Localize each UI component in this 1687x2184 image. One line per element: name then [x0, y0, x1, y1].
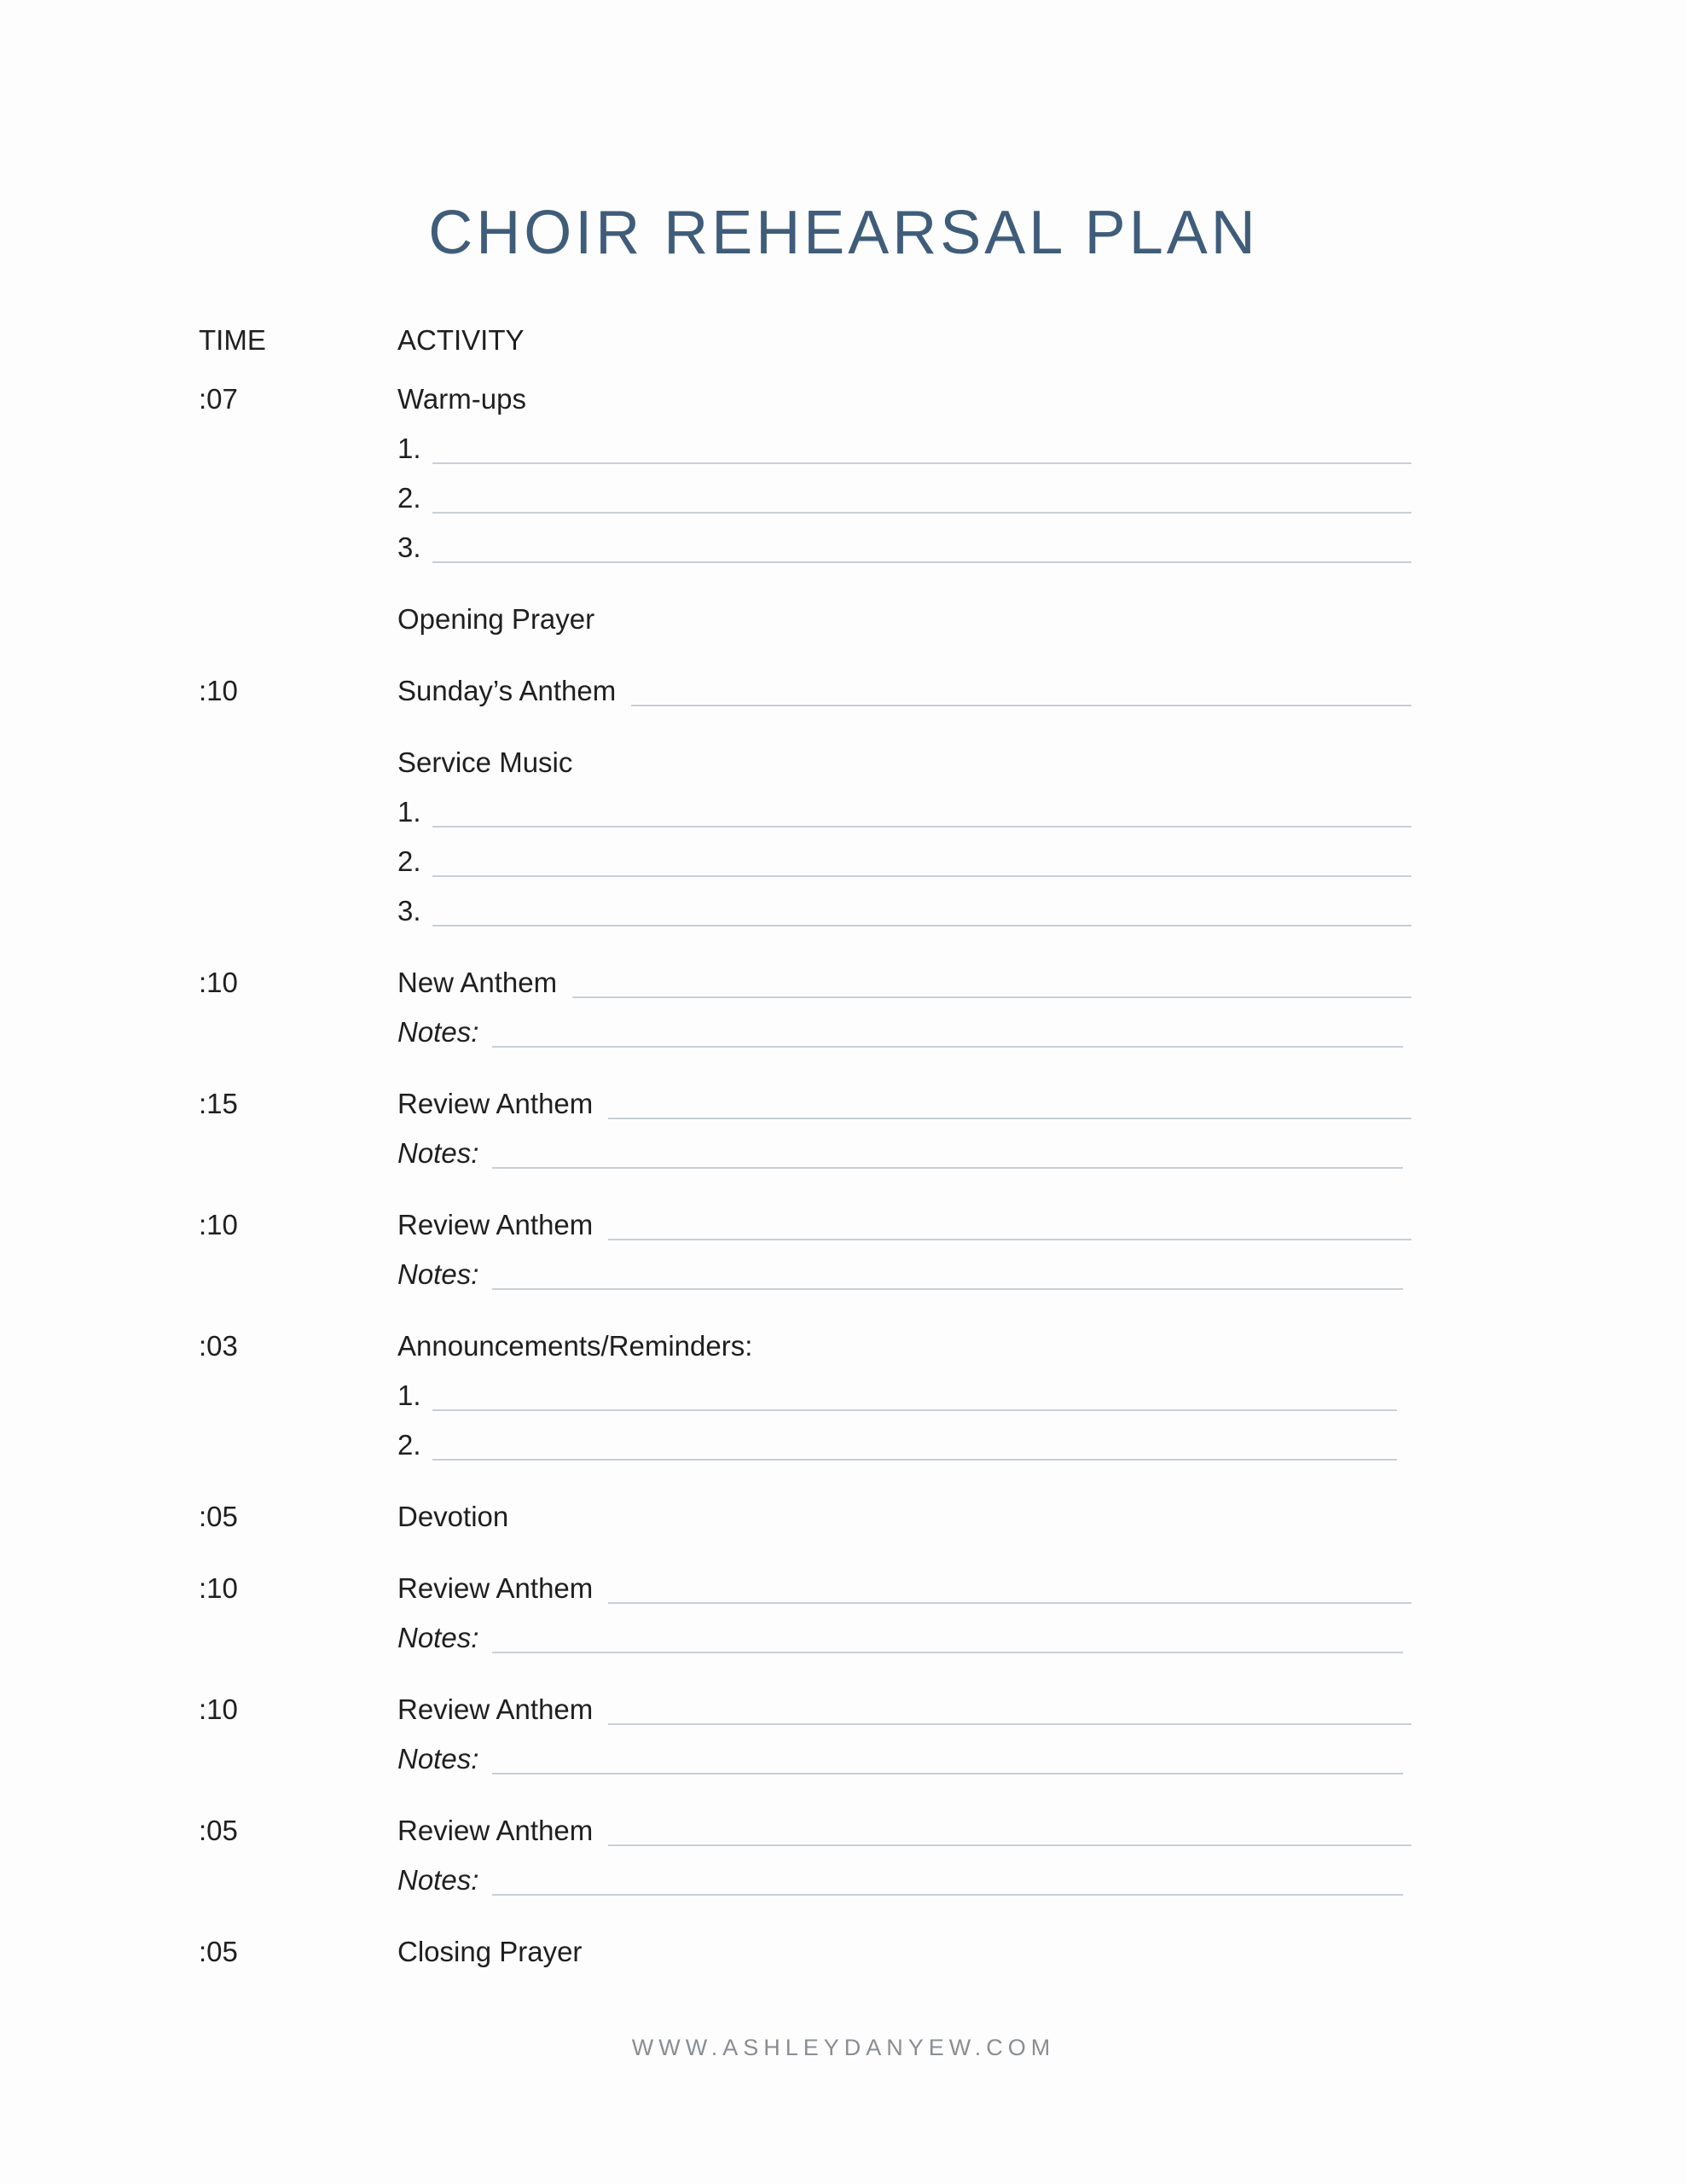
- row-activity: Review Anthem: [397, 1693, 594, 1725]
- numbered-fill-line[interactable]: [432, 875, 1412, 877]
- notes-fill-line[interactable]: [492, 1046, 1403, 1048]
- activity-fill-line[interactable]: [608, 1723, 1412, 1725]
- row-time: :05: [199, 1815, 238, 1846]
- row-activity: Sunday’s Anthem: [397, 675, 617, 706]
- numbered-fill-line[interactable]: [432, 826, 1412, 828]
- row-time: :15: [199, 1088, 238, 1119]
- row-activity: Warm-ups: [397, 383, 526, 415]
- notes-label: Notes:: [397, 1864, 479, 1896]
- row-activity: Closing Prayer: [397, 1936, 583, 1967]
- notes-label: Notes:: [397, 1016, 479, 1048]
- numbered-fill-line[interactable]: [432, 462, 1412, 464]
- numbered-item-label: 2.: [397, 482, 421, 514]
- numbered-item-label: 3.: [397, 895, 421, 926]
- row-time: :05: [199, 1501, 238, 1532]
- activity-fill-line[interactable]: [608, 1844, 1412, 1846]
- row-activity: Service Music: [397, 746, 573, 778]
- page-title: CHOIR REHEARSAL PLAN: [428, 199, 1259, 267]
- time-column-header: TIME: [199, 324, 266, 356]
- notes-label: Notes:: [397, 1137, 479, 1169]
- row-time: :10: [199, 1693, 238, 1725]
- activity-fill-line[interactable]: [608, 1239, 1412, 1240]
- numbered-item-label: 3.: [397, 531, 421, 563]
- row-time: :10: [199, 1209, 238, 1240]
- notes-fill-line[interactable]: [492, 1288, 1403, 1290]
- numbered-fill-line[interactable]: [432, 512, 1412, 514]
- row-time: :07: [199, 383, 238, 415]
- numbered-fill-line[interactable]: [432, 561, 1412, 563]
- row-time: :03: [199, 1330, 238, 1362]
- row-activity: Review Anthem: [397, 1815, 594, 1846]
- activity-fill-line[interactable]: [608, 1602, 1412, 1604]
- notes-fill-line[interactable]: [492, 1894, 1403, 1896]
- notes-label: Notes:: [397, 1622, 479, 1653]
- row-activity: Review Anthem: [397, 1088, 594, 1119]
- notes-fill-line[interactable]: [492, 1167, 1403, 1169]
- numbered-fill-line[interactable]: [432, 1409, 1397, 1411]
- row-activity: Opening Prayer: [397, 603, 595, 635]
- numbered-item-label: 2.: [397, 845, 421, 877]
- row-activity: Review Anthem: [397, 1572, 594, 1604]
- notes-fill-line[interactable]: [492, 1652, 1403, 1653]
- row-activity: Review Anthem: [397, 1209, 594, 1240]
- numbered-item-label: 2.: [397, 1429, 421, 1461]
- activity-column-header: ACTIVITY: [397, 324, 525, 356]
- website-footer: WWW.ASHLEYDANYEW.COM: [631, 2035, 1056, 2060]
- row-activity: New Anthem: [397, 967, 558, 998]
- numbered-item-label: 1.: [397, 796, 421, 828]
- numbered-fill-line[interactable]: [432, 925, 1412, 926]
- row-activity: Devotion: [397, 1501, 509, 1532]
- numbered-item-label: 1.: [397, 1380, 421, 1411]
- row-time: :10: [199, 1572, 238, 1604]
- notes-fill-line[interactable]: [492, 1773, 1403, 1774]
- notes-label: Notes:: [397, 1743, 479, 1774]
- activity-fill-line[interactable]: [608, 1118, 1412, 1119]
- activity-fill-line[interactable]: [572, 996, 1412, 998]
- row-time: :10: [199, 967, 238, 998]
- row-time: :10: [199, 675, 238, 706]
- row-activity: Announcements/Reminders:: [397, 1330, 753, 1362]
- numbered-fill-line[interactable]: [432, 1459, 1397, 1461]
- numbered-item-label: 1.: [397, 433, 421, 464]
- row-time: :05: [199, 1936, 238, 1967]
- notes-label: Notes:: [397, 1258, 479, 1290]
- activity-fill-line[interactable]: [631, 705, 1412, 706]
